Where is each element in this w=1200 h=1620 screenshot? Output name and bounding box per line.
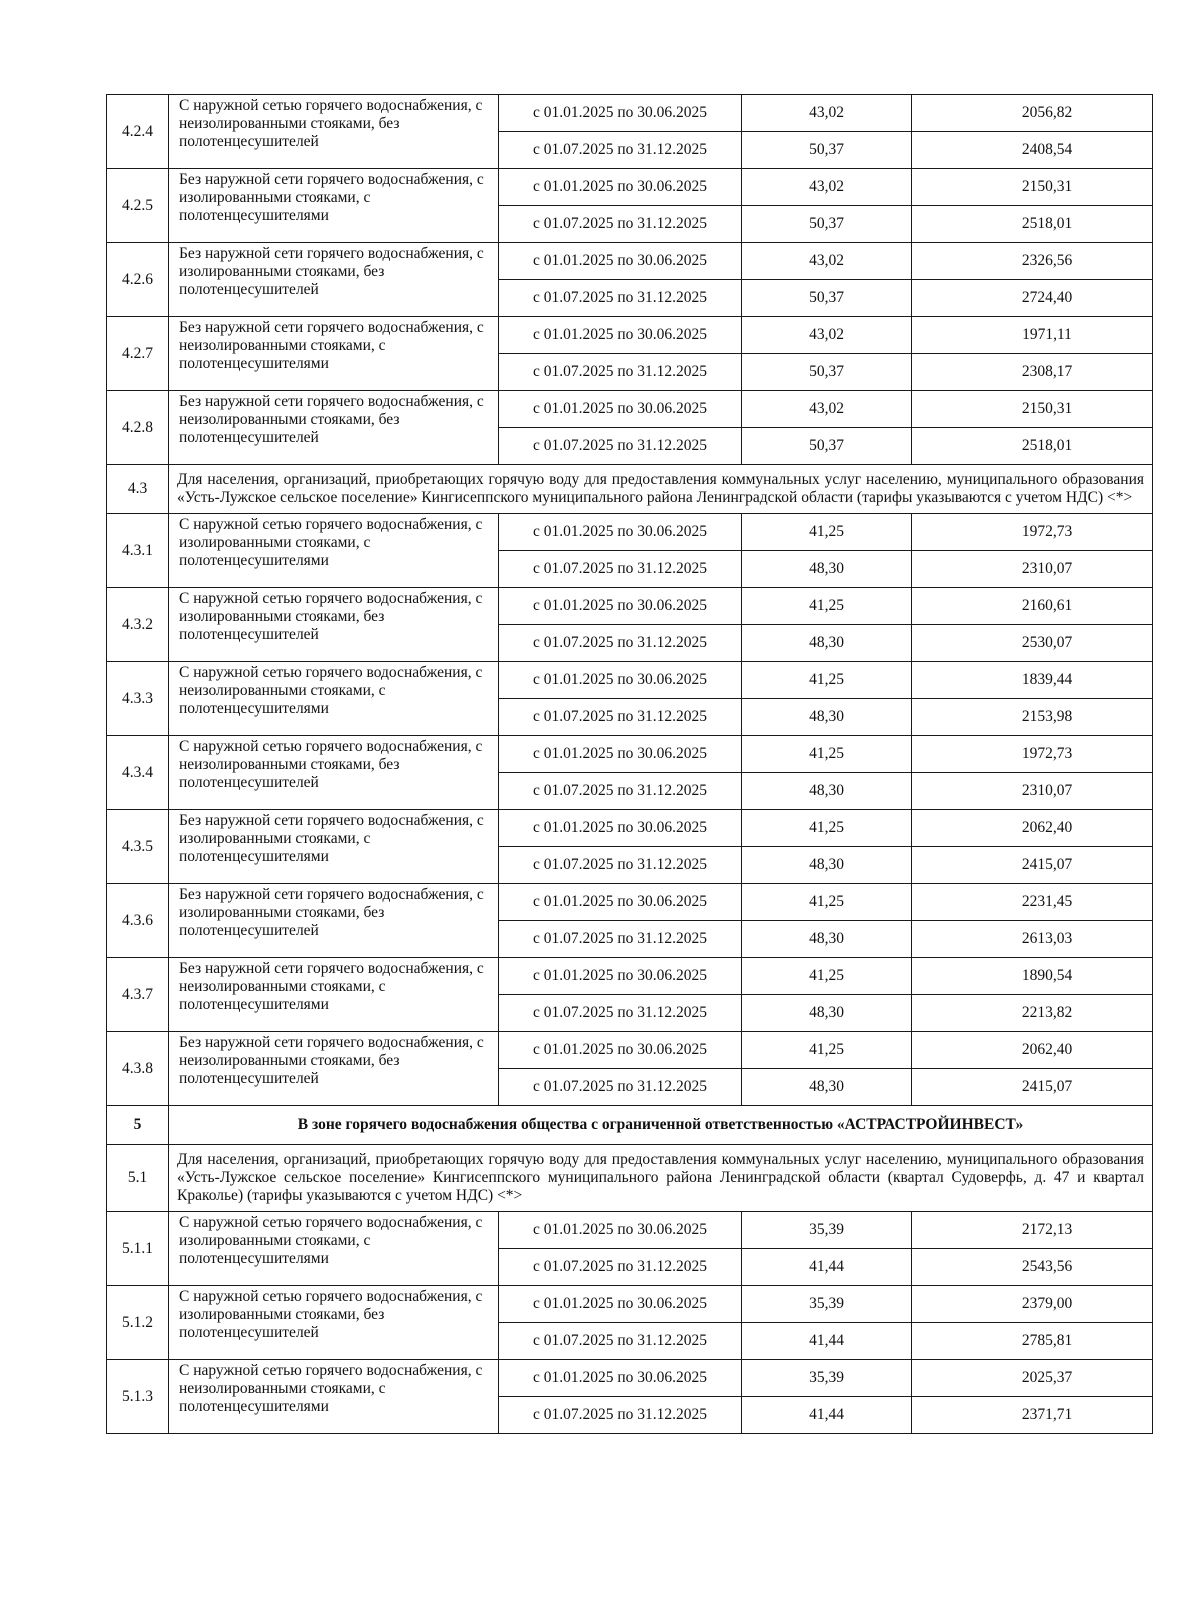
period-cell: с 01.07.2025 по 31.12.2025 xyxy=(499,847,742,884)
payment-value-cell: 2160,61 xyxy=(912,588,1153,625)
item-code: 4.3.7 xyxy=(107,958,169,1032)
tariff-value-cell: 43,02 xyxy=(742,317,912,354)
item-code: 5.1.1 xyxy=(107,1212,169,1286)
tariff-value-cell: 41,44 xyxy=(742,1323,912,1360)
payment-value-cell: 2613,03 xyxy=(912,921,1153,958)
table-row xyxy=(107,1212,1153,1249)
period-cell: с 01.01.2025 по 30.06.2025 xyxy=(499,243,742,280)
period-cell: с 01.07.2025 по 31.12.2025 xyxy=(499,132,742,169)
table-row xyxy=(107,1360,1153,1397)
tariff-value-cell: 48,30 xyxy=(742,625,912,662)
zone-code: 5 xyxy=(107,1106,169,1145)
payment-value-cell: 2231,45 xyxy=(912,884,1153,921)
payment-value-cell: 2530,07 xyxy=(912,625,1153,662)
payment-value-cell: 2056,82 xyxy=(912,95,1153,132)
tariff-value-cell: 43,02 xyxy=(742,95,912,132)
payment-value-cell: 2415,07 xyxy=(912,847,1153,884)
table-row xyxy=(107,884,1153,921)
tariff-value-cell: 41,44 xyxy=(742,1397,912,1434)
item-code: 4.2.6 xyxy=(107,243,169,317)
payment-value-cell: 2062,40 xyxy=(912,1032,1153,1069)
period-cell: с 01.07.2025 по 31.12.2025 xyxy=(499,773,742,810)
item-description: С наружной сетью горячего водоснабжения, с изолированными стояками, с полотенцесушителями xyxy=(169,514,499,588)
item-code: 4.2.7 xyxy=(107,317,169,391)
tariff-value-cell: 48,30 xyxy=(742,773,912,810)
item-description: Без наружной сети горячего водоснабжения, с изолированными стояками, с полотенцесушителями xyxy=(169,810,499,884)
period-cell: с 01.07.2025 по 31.12.2025 xyxy=(499,1069,742,1106)
item-description: Без наружной сети горячего водоснабжения, с неизолированными стояками, с полотенцесушителями xyxy=(169,317,499,391)
tariff-value-cell: 35,39 xyxy=(742,1212,912,1249)
tariff-table-body xyxy=(107,95,1153,1434)
item-description: С наружной сетью горячего водоснабжения, с изолированными стояками, без полотенцесушителей xyxy=(169,588,499,662)
period-cell: с 01.07.2025 по 31.12.2025 xyxy=(499,551,742,588)
section-description: Для населения, организаций, приобретающих горячую воду для предоставления коммунальных услуг населению, муниципального образования «Усть-Лужское сельское поселение» Кингисеппского муниципального района Ленинградской области (тарифы указываются с учетом НДС) <*> xyxy=(169,465,1153,514)
period-cell: с 01.07.2025 по 31.12.2025 xyxy=(499,1323,742,1360)
item-code: 4.3.4 xyxy=(107,736,169,810)
zone-row xyxy=(107,1106,1153,1145)
tariff-value-cell: 50,37 xyxy=(742,132,912,169)
period-cell: с 01.01.2025 по 30.06.2025 xyxy=(499,317,742,354)
payment-value-cell: 2150,31 xyxy=(912,169,1153,206)
tariff-value-cell: 43,02 xyxy=(742,169,912,206)
period-cell: с 01.07.2025 по 31.12.2025 xyxy=(499,1249,742,1286)
item-description: Без наружной сети горячего водоснабжения, с неизолированными стояками, без полотенцесушителей xyxy=(169,1032,499,1106)
payment-value-cell: 1890,54 xyxy=(912,958,1153,995)
tariff-value-cell: 48,30 xyxy=(742,551,912,588)
item-code: 4.3.6 xyxy=(107,884,169,958)
item-code: 4.2.4 xyxy=(107,95,169,169)
period-cell: с 01.01.2025 по 30.06.2025 xyxy=(499,588,742,625)
period-cell: с 01.07.2025 по 31.12.2025 xyxy=(499,428,742,465)
tariff-value-cell: 43,02 xyxy=(742,243,912,280)
tariff-value-cell: 50,37 xyxy=(742,280,912,317)
period-cell: с 01.07.2025 по 31.12.2025 xyxy=(499,206,742,243)
tariff-value-cell: 50,37 xyxy=(742,206,912,243)
table-row xyxy=(107,95,1153,132)
period-cell: с 01.07.2025 по 31.12.2025 xyxy=(499,625,742,662)
table-row xyxy=(107,588,1153,625)
item-code: 4.3.1 xyxy=(107,514,169,588)
item-description: С наружной сетью горячего водоснабжения, с неизолированными стояками, без полотенцесушителей xyxy=(169,95,499,169)
period-cell: с 01.01.2025 по 30.06.2025 xyxy=(499,810,742,847)
payment-value-cell: 2408,54 xyxy=(912,132,1153,169)
section-row xyxy=(107,1145,1153,1212)
item-description: С наружной сетью горячего водоснабжения, с изолированными стояками, с полотенцесушителями xyxy=(169,1212,499,1286)
period-cell: с 01.07.2025 по 31.12.2025 xyxy=(499,921,742,958)
payment-value-cell: 2543,56 xyxy=(912,1249,1153,1286)
payment-value-cell: 2724,40 xyxy=(912,280,1153,317)
section-row xyxy=(107,465,1153,514)
item-code: 4.2.5 xyxy=(107,169,169,243)
tariff-value-cell: 48,30 xyxy=(742,1069,912,1106)
period-cell: с 01.01.2025 по 30.06.2025 xyxy=(499,736,742,773)
period-cell: с 01.01.2025 по 30.06.2025 xyxy=(499,1032,742,1069)
payment-value-cell: 2785,81 xyxy=(912,1323,1153,1360)
tariff-value-cell: 41,25 xyxy=(742,1032,912,1069)
payment-value-cell: 2213,82 xyxy=(912,995,1153,1032)
payment-value-cell: 2150,31 xyxy=(912,391,1153,428)
tariff-value-cell: 35,39 xyxy=(742,1360,912,1397)
table-row xyxy=(107,317,1153,354)
table-row xyxy=(107,391,1153,428)
payment-value-cell: 2308,17 xyxy=(912,354,1153,391)
item-description: С наружной сетью горячего водоснабжения, с неизолированными стояками, с полотенцесушителями xyxy=(169,1360,499,1434)
payment-value-cell: 2518,01 xyxy=(912,428,1153,465)
payment-value-cell: 1971,11 xyxy=(912,317,1153,354)
period-cell: с 01.01.2025 по 30.06.2025 xyxy=(499,662,742,699)
item-code: 5.1.2 xyxy=(107,1286,169,1360)
tariff-value-cell: 43,02 xyxy=(742,391,912,428)
tariff-value-cell: 48,30 xyxy=(742,847,912,884)
period-cell: с 01.07.2025 по 31.12.2025 xyxy=(499,995,742,1032)
period-cell: с 01.07.2025 по 31.12.2025 xyxy=(499,354,742,391)
tariff-value-cell: 48,30 xyxy=(742,995,912,1032)
section-code: 4.3 xyxy=(107,465,169,514)
payment-value-cell: 2310,07 xyxy=(912,773,1153,810)
tariff-value-cell: 41,25 xyxy=(742,736,912,773)
payment-value-cell: 2379,00 xyxy=(912,1286,1153,1323)
payment-value-cell: 1839,44 xyxy=(912,662,1153,699)
payment-value-cell: 2153,98 xyxy=(912,699,1153,736)
item-description: Без наружной сети горячего водоснабжения, с неизолированными стояками, с полотенцесушителями xyxy=(169,958,499,1032)
period-cell: с 01.01.2025 по 30.06.2025 xyxy=(499,391,742,428)
tariff-value-cell: 41,25 xyxy=(742,514,912,551)
table-row xyxy=(107,169,1153,206)
payment-value-cell: 2310,07 xyxy=(912,551,1153,588)
period-cell: с 01.01.2025 по 30.06.2025 xyxy=(499,514,742,551)
payment-value-cell: 1972,73 xyxy=(912,514,1153,551)
item-code: 4.3.8 xyxy=(107,1032,169,1106)
period-cell: с 01.01.2025 по 30.06.2025 xyxy=(499,169,742,206)
payment-value-cell: 2172,13 xyxy=(912,1212,1153,1249)
period-cell: с 01.01.2025 по 30.06.2025 xyxy=(499,1212,742,1249)
tariff-value-cell: 41,25 xyxy=(742,884,912,921)
tariff-value-cell: 50,37 xyxy=(742,428,912,465)
period-cell: с 01.01.2025 по 30.06.2025 xyxy=(499,95,742,132)
payment-value-cell: 2062,40 xyxy=(912,810,1153,847)
tariff-value-cell: 41,25 xyxy=(742,958,912,995)
payment-value-cell: 2326,56 xyxy=(912,243,1153,280)
tariff-value-cell: 41,25 xyxy=(742,588,912,625)
period-cell: с 01.07.2025 по 31.12.2025 xyxy=(499,1397,742,1434)
item-code: 4.3.3 xyxy=(107,662,169,736)
tariff-value-cell: 50,37 xyxy=(742,354,912,391)
tariff-value-cell: 41,25 xyxy=(742,662,912,699)
section-description: Для населения, организаций, приобретающих горячую воду для предоставления коммунальных услуг населению, муниципального образования «Усть-Лужское сельское поселение» Кингисеппского муниципального района Ленинградской области (квартал Судоверфь, д. 47 и квартал Краколье) (тарифы указываются с учетом НДС) <*> xyxy=(169,1145,1153,1212)
table-row xyxy=(107,736,1153,773)
period-cell: с 01.01.2025 по 30.06.2025 xyxy=(499,1286,742,1323)
table-row xyxy=(107,958,1153,995)
item-description: С наружной сетью горячего водоснабжения, с неизолированными стояками, с полотенцесушителями xyxy=(169,662,499,736)
table-row xyxy=(107,1286,1153,1323)
payment-value-cell: 2025,37 xyxy=(912,1360,1153,1397)
table-row xyxy=(107,810,1153,847)
tariff-table xyxy=(106,94,1153,1434)
item-description: Без наружной сети горячего водоснабжения, с изолированными стояками, без полотенцесушителей xyxy=(169,243,499,317)
table-row xyxy=(107,514,1153,551)
item-description: Без наружной сети горячего водоснабжения, с изолированными стояками, без полотенцесушителей xyxy=(169,884,499,958)
period-cell: с 01.01.2025 по 30.06.2025 xyxy=(499,884,742,921)
table-row xyxy=(107,662,1153,699)
item-code: 4.3.5 xyxy=(107,810,169,884)
period-cell: с 01.01.2025 по 30.06.2025 xyxy=(499,1360,742,1397)
item-code: 4.2.8 xyxy=(107,391,169,465)
payment-value-cell: 2415,07 xyxy=(912,1069,1153,1106)
tariff-value-cell: 35,39 xyxy=(742,1286,912,1323)
payment-value-cell: 2371,71 xyxy=(912,1397,1153,1434)
item-code: 4.3.2 xyxy=(107,588,169,662)
tariff-value-cell: 48,30 xyxy=(742,921,912,958)
period-cell: с 01.07.2025 по 31.12.2025 xyxy=(499,699,742,736)
tariff-value-cell: 41,25 xyxy=(742,810,912,847)
tariff-document xyxy=(106,94,1152,1434)
table-row xyxy=(107,243,1153,280)
period-cell: с 01.01.2025 по 30.06.2025 xyxy=(499,958,742,995)
item-description: Без наружной сети горячего водоснабжения, с неизолированными стояками, без полотенцесушителей xyxy=(169,391,499,465)
zone-title: В зоне горячего водоснабжения общества с ограниченной ответственностью «АСТРАСТРОЙИНВЕСТ» xyxy=(169,1106,1153,1145)
payment-value-cell: 2518,01 xyxy=(912,206,1153,243)
payment-value-cell: 1972,73 xyxy=(912,736,1153,773)
item-description: С наружной сетью горячего водоснабжения, с неизолированными стояками, без полотенцесушителей xyxy=(169,736,499,810)
item-description: Без наружной сети горячего водоснабжения, с изолированными стояками, с полотенцесушителями xyxy=(169,169,499,243)
period-cell: с 01.07.2025 по 31.12.2025 xyxy=(499,280,742,317)
item-description: С наружной сетью горячего водоснабжения, с изолированными стояками, без полотенцесушителей xyxy=(169,1286,499,1360)
tariff-value-cell: 41,44 xyxy=(742,1249,912,1286)
tariff-value-cell: 48,30 xyxy=(742,699,912,736)
table-row xyxy=(107,1032,1153,1069)
section-code: 5.1 xyxy=(107,1145,169,1212)
item-code: 5.1.3 xyxy=(107,1360,169,1434)
